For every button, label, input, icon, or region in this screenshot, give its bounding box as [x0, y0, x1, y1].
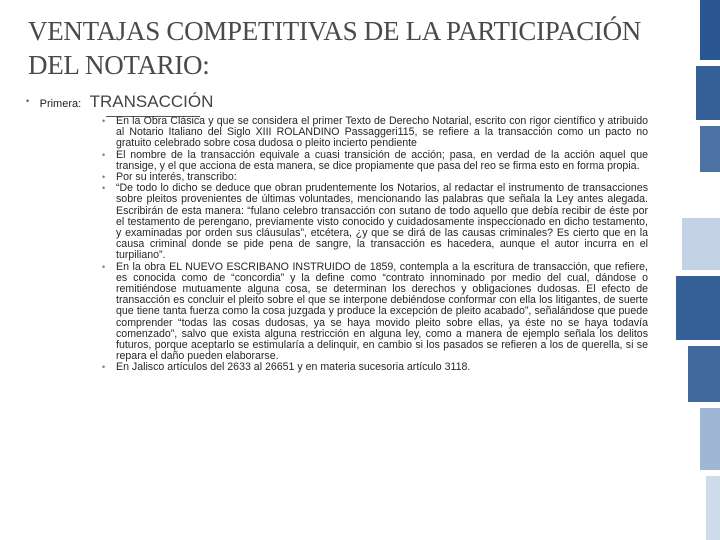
bullet-glyph: • — [102, 183, 106, 194]
bullet-glyph: • — [102, 172, 106, 183]
list-item-text: En Jalisco artículos del 2633 al 26651 y en materia sucesoria artículo 3118. — [116, 361, 471, 374]
deco-square — [700, 126, 720, 172]
bullet-glyph: • — [102, 149, 106, 160]
list-item-text: En la obra EL NUEVO ESCRIBANO INSTRUIDO de 1859, contempla a la escritura de transacción, que refiere, es conocida como de “concordia” y la define como “contrato innominado por medio del cual, dándose o remitiéndose mutuamente alguna cosa, se determinan los derechos y obligaciones dudosas. El efecto de transacción es concluir el pleito sobre el que se interpone debiéndose conformar con ella los litigantes, de suerte que tiene tanta fuerza como la cosa juzgada y produce la excepción de pleito acabado”, señalándose que puede comprender “todas las cosas dudosas, ya se haya movido pleito sobre ellas, ya éste no se haya todavía comenzado”, salvo que exista alguna restricción en alguna ley, como a manera de ejemplo señala los delitos futuros, porque aceptarlo se estimularía a delinquir, en cambio si los pasados se refieren a los de querella, si se repara el daño pueden elaborarse. — [116, 260, 648, 363]
deco-square — [696, 66, 720, 120]
bullet-glyph: • — [102, 116, 106, 126]
slide-title: VENTAJAS COMPETITIVAS DE LA PARTICIPACIÓN DEL NOTARIO: — [28, 16, 641, 80]
list-item-text: El nombre de la transacción equivale a cuasi transición de acción; pasa, en verdad de la acción aquel que transige, y el que acciona de esta manera, se dice propiamente que pasa del reo se firma esto en forma propia. — [116, 148, 648, 172]
subhead-label: Primera: — [39, 98, 82, 110]
bullet-glyph: • — [102, 261, 106, 272]
subhead-value: TRANSACCIÓN — [89, 92, 214, 111]
deco-square — [688, 346, 720, 402]
deco-square — [676, 276, 720, 340]
list-item-text: En la Obra Clásica y que se considera el primer Texto de Derecho Notarial, escrito con rigor científico y atribuido al Notario Italiano del Siglo XIII ROLANDINO Passaggeri115, se refiere a la transacción como un pacto no gratuito celebrado sobre cosa dudosa o pleito incierto pendiente — [116, 115, 648, 150]
bullet-list — [102, 116, 648, 374]
list-item — [102, 183, 648, 261]
bullet-glyph: • — [26, 96, 30, 106]
bullet-glyph: • — [102, 362, 106, 373]
list-item — [102, 262, 648, 363]
list-item-text: “De todo lo dicho se deduce que obran prudentemente los Notarios, al redactar el instrumento de transacciones sobre pleitos provenientes de últimas voluntades, mencionando las palabras que señala la Ley antes alegada. Escribirán de esta manera: “fulano celebro transacción con sutano de todo aquello que debía recibir de éste por el testamento de perengano, previamente visto conocido y cuidadosamente inspeccionado en dicho testamento, y examinadas por orden sus cláusulas”, etcétera, ¿y que se dirá de las causas criminales? Es cierto que en la causa criminal donde se pide pena de sangre, la transacción es hacedera, aunque el autor incurra en el turpiliano”. — [116, 182, 648, 262]
deco-square — [682, 218, 720, 270]
list-item — [102, 362, 648, 373]
list-item — [102, 150, 648, 172]
list-item-text: Por su interés, transcribo: — [116, 171, 237, 184]
deco-square — [700, 0, 720, 60]
deco-square — [700, 408, 720, 470]
subhead — [26, 92, 213, 112]
list-item — [102, 116, 648, 150]
deco-square — [706, 476, 720, 540]
